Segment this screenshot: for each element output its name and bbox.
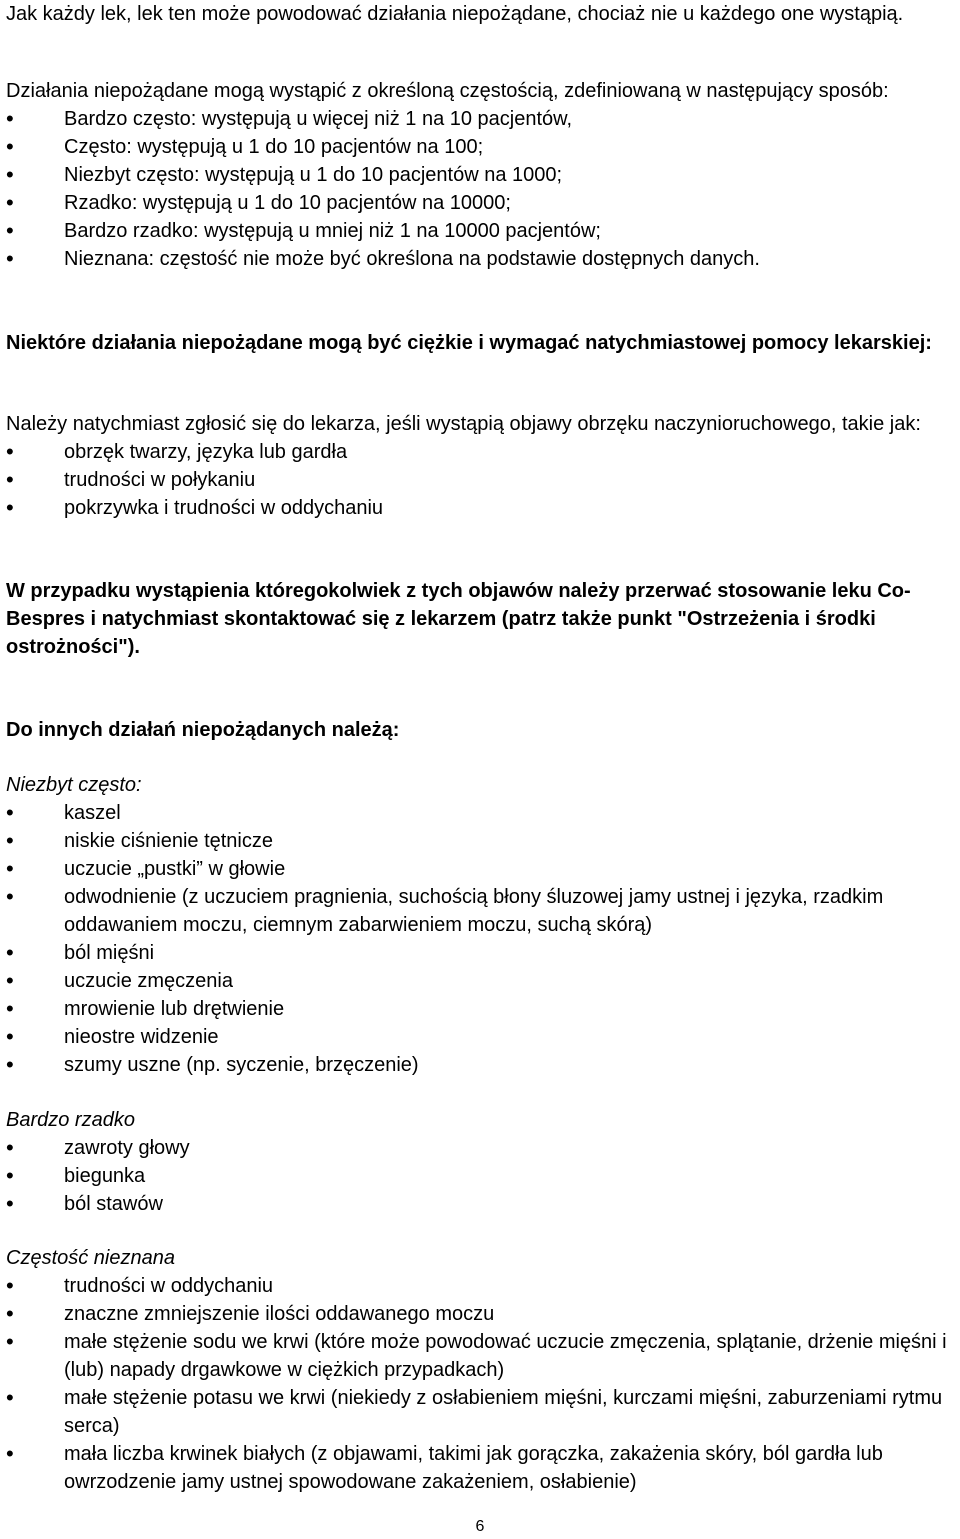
uncommon-list xyxy=(6,799,956,1079)
list-item: • obrzęk twarzy, języka lub gardła xyxy=(6,438,956,466)
serious-list xyxy=(6,438,956,522)
list-item: • znaczne zmniejszenie ilości oddawanego moczu xyxy=(6,1300,956,1328)
list-item: • uczucie „pustki” w głowie xyxy=(6,855,956,883)
serious-section xyxy=(6,410,956,522)
unknown-list xyxy=(6,1272,956,1496)
serious-intro: Należy natychmiast zgłosić się do lekarza, jeśli wystąpią objawy obrzęku naczynioruchowego, takie jak: xyxy=(6,413,921,435)
list-item: • niskie ciśnienie tętnicze xyxy=(6,827,956,855)
list-item: • Często: występują u 1 do 10 pacjentów na 100; xyxy=(6,133,956,161)
list-item: • trudności w połykaniu xyxy=(6,466,956,494)
list-item: • nieostre widzenie xyxy=(6,1023,956,1051)
list-item: • trudności w oddychaniu xyxy=(6,1272,956,1300)
list-item: • Bardzo rzadko: występują u mniej niż 1 na 10000 pacjentów; xyxy=(6,217,956,245)
list-item: • Nieznana: częstość nie może być określona na podstawie dostępnych danych. xyxy=(6,245,956,273)
frequency-list xyxy=(6,105,956,273)
frequency-section xyxy=(6,77,956,273)
list-item: • mała liczba krwinek białych (z objawami, takimi jak gorączka, zakażenia skóry, ból gardła lub owrzodzenie jamy ustnej spowodowane zakażeniem, osłabienie) xyxy=(6,1440,956,1496)
serious-heading: Niektóre działania niepożądane mogą być ciężkie i wymagać natychmiastowej pomocy lekarskiej: xyxy=(6,332,932,354)
list-item: • uczucie zmęczenia xyxy=(6,967,956,995)
very-rare-list xyxy=(6,1134,956,1218)
list-item: • biegunka xyxy=(6,1162,956,1190)
frequency-intro: Działania niepożądane mogą wystąpić z określoną częstością, zdefiniowaną w następujący sposób: xyxy=(6,80,889,102)
list-item: • szumy uszne (np. syczenie, brzęczenie) xyxy=(6,1051,956,1079)
very-rare-section xyxy=(6,1106,956,1218)
list-item: • zawroty głowy xyxy=(6,1134,956,1162)
unknown-section xyxy=(6,1244,956,1496)
other-heading: Do innych działań niepożądanych należą: xyxy=(6,719,400,741)
list-item: • ból stawów xyxy=(6,1190,956,1218)
list-item: • odwodnienie (z uczuciem pragnienia, suchością błony śluzowej jamy ustnej i języka, rzadkim oddawaniem moczu, ciemnym zabarwieniem moczu, suchą skórą) xyxy=(6,883,956,939)
page-number: 6 xyxy=(475,1518,485,1535)
list-item: • ból mięśni xyxy=(6,939,956,967)
list-item: • małe stężenie potasu we krwi (niekiedy z osłabieniem mięśni, kurczami mięśni, zaburzeniami rytmu serca) xyxy=(6,1384,956,1440)
list-item: • pokrzywka i trudności w oddychaniu xyxy=(6,494,956,522)
unknown-label: Częstość nieznana xyxy=(6,1247,175,1269)
very-rare-label: Bardzo rzadko xyxy=(6,1109,135,1131)
list-item: • mrowienie lub drętwienie xyxy=(6,995,956,1023)
list-item: • kaszel xyxy=(6,799,956,827)
serious-warning: W przypadku wystąpienia któregokolwiek z tych objawów należy przerwać stosowanie leku Co-Bespres i natychmiast skontaktować się z lekarzem (patrz także punkt "Ostrzeżenia i środki ostrożności"). xyxy=(6,580,911,658)
list-item: • Bardzo często: występują u więcej niż 1 na 10 pacjentów, xyxy=(6,105,956,133)
list-item: • Rzadko: występują u 1 do 10 pacjentów na 10000; xyxy=(6,189,956,217)
uncommon-section xyxy=(6,771,956,1079)
intro-paragraph: Jak każdy lek, lek ten może powodować działania niepożądane, chociaż nie u każdego one wystąpią. xyxy=(6,3,904,25)
uncommon-label: Niezbyt często: xyxy=(6,774,142,796)
list-item: • Niezbyt często: występują u 1 do 10 pacjentów na 1000; xyxy=(6,161,956,189)
list-item: • małe stężenie sodu we krwi (które może powodować uczucie zmęczenia, splątanie, drżenie mięśni i (lub) napady drgawkowe w ciężkich przypadkach) xyxy=(6,1328,956,1384)
